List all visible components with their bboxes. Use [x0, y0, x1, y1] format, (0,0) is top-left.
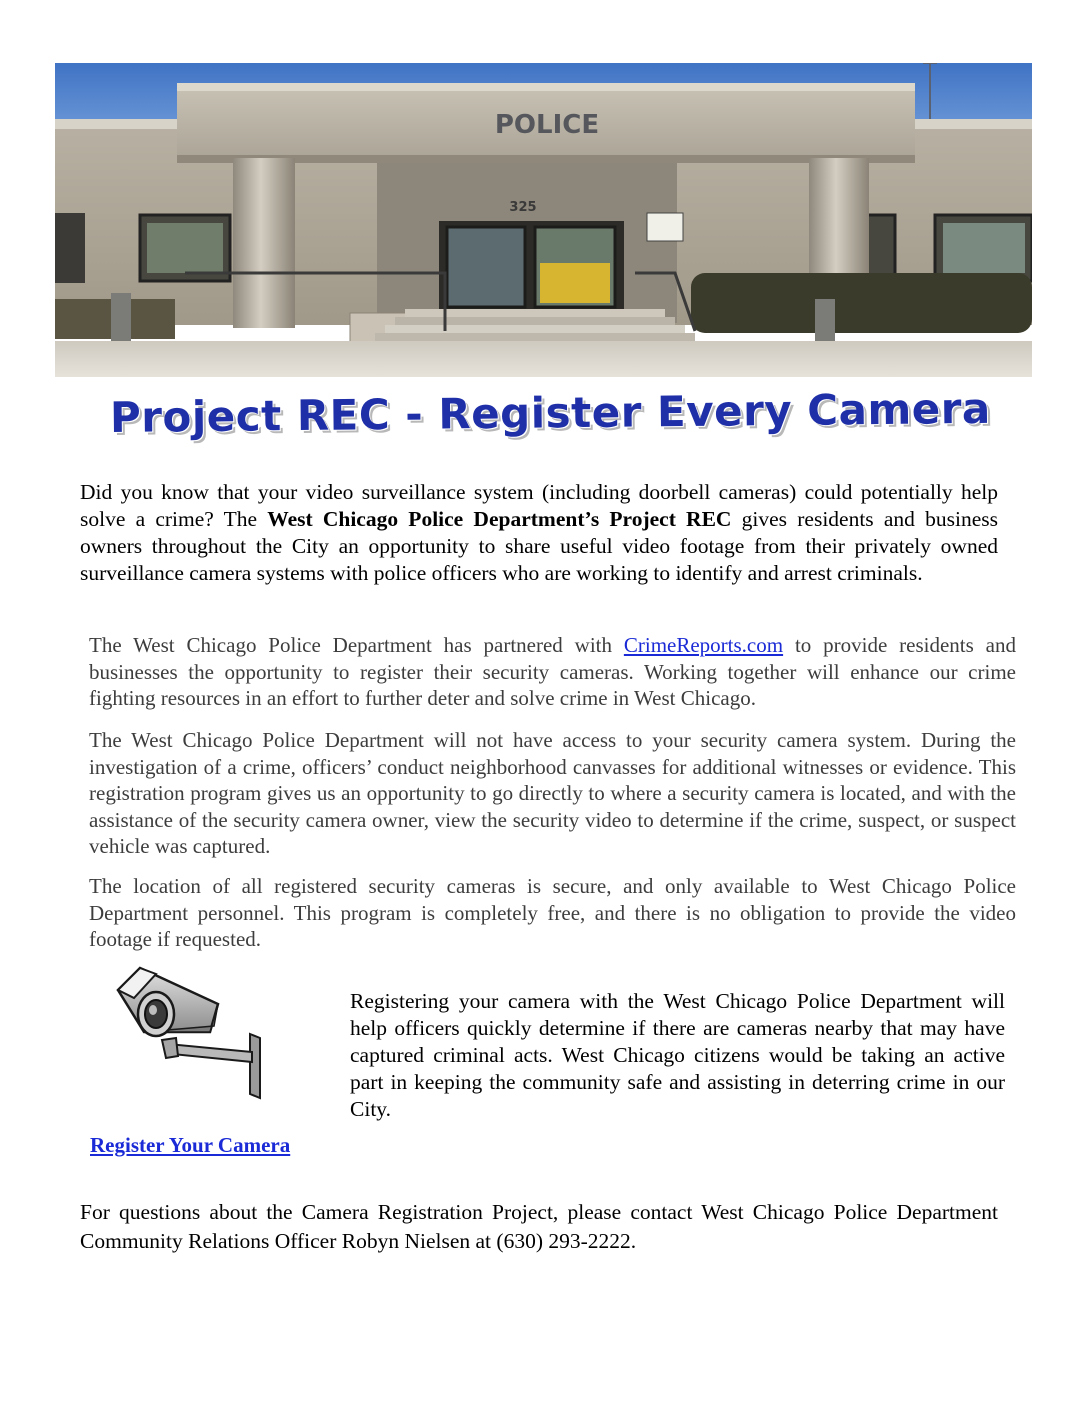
- access-paragraph: The West Chicago Police Department will not have access to your security camera system. During the investigation of a crime, officers’ conduct neighborhood canvasses for additional witnesses or evidence. This registration program gives us an opportunity to go directly to where a security camera is located, and with the assistance of the security camera owner, view the security video to determine if the crime, suspect, or suspect vehicle was captured.: [89, 728, 1016, 858]
- security-camera-icon: [110, 962, 275, 1107]
- crimereports-link[interactable]: CrimeReports.com: [623, 633, 784, 657]
- partner-text-end: to provide residents and businesses the opportunity to register their security cameras. Working together will enhance our crime fighting resources in an effort to further deter and solve crime in West Chicago.: [89, 633, 1016, 710]
- partner-text-start: The West Chicago Police Department has partnered with: [89, 633, 624, 657]
- address-number: 325: [509, 200, 537, 215]
- intro-text-start: Did you know that your video surveillance system (including doorbell cameras) could potentially help solve a crime? The: [80, 480, 998, 531]
- contact-paragraph: For questions about the Camera Registration Project, please contact West Chicago Police Department Community Relations Officer Robyn Nielsen at (630) 293-2222.: [80, 1200, 998, 1253]
- partner-paragraph: [89, 632, 1016, 712]
- register-paragraph: Registering your camera with the West Chicago Police Department will help officers quickly determine if there are cameras nearby that may have captured criminal acts. West Chicago citizens would be taking an active part in keeping the community safe and assisting in deterring crime in our City.: [350, 989, 1005, 1121]
- secure-paragraph: The location of all registered security cameras is secure, and only available to West Chicago Police Department personnel. This program is completely free, and there is no obligation to provide the video footage if requested.: [89, 874, 1016, 951]
- page-headline: Project REC - Register Every Camera: [109, 383, 991, 442]
- intro-bold-program-name: West Chicago Police Department’s Project REC: [267, 507, 732, 531]
- register-your-camera-link[interactable]: Register Your Camera: [90, 1133, 291, 1157]
- register-link-container: [90, 1131, 330, 1159]
- intro-paragraph: [80, 479, 998, 587]
- police-station-photo: [55, 63, 1032, 377]
- police-sign-text: POLICE: [494, 110, 600, 140]
- intro-text-end: gives residents and business owners throughout the City an opportunity to share useful video footage from their privately owned surveillance camera systems with police officers who are working to identify and arrest criminals.: [80, 507, 998, 585]
